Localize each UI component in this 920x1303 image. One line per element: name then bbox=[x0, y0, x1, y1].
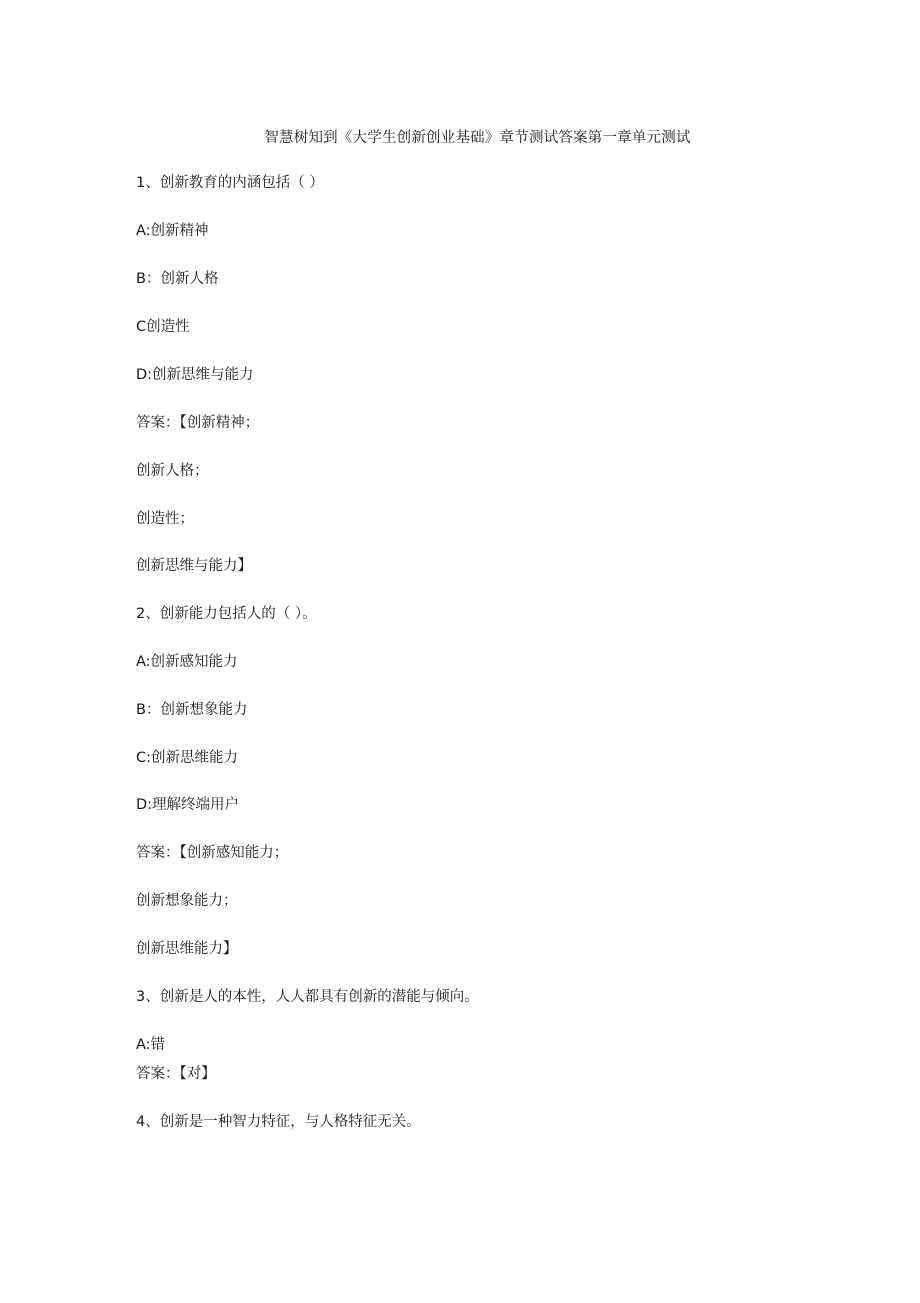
question-1-option-a: A:创新精神 bbox=[136, 223, 209, 239]
question-2-option-c: C:创新思维能力 bbox=[136, 750, 239, 766]
question-1-answer-line: 创新人格； bbox=[136, 463, 209, 479]
question-4: 4、创新是一种智力特征，与人格特征无关。 bbox=[136, 1114, 421, 1130]
question-2-answer: 答案：【创新感知能力； bbox=[136, 845, 289, 861]
question-3-option-a: A:错 bbox=[136, 1037, 166, 1053]
question-2-option-a: A:创新感知能力 bbox=[136, 654, 238, 670]
document-title: 智慧树知到《大学生创新创业基础》章节测试答案第一章单元测试 bbox=[264, 130, 691, 146]
question-2-option-d: D:理解终端用户 bbox=[136, 797, 240, 813]
question-2-answer-line: 创新思维能力】 bbox=[136, 941, 238, 957]
question-1-option-b: B：创新人格 bbox=[136, 271, 219, 287]
question-3-answer: 答案：【对】 bbox=[136, 1066, 216, 1082]
question-1-answer: 答案：【创新精神； bbox=[136, 415, 260, 431]
question-3: 3、创新是人的本性，人人都具有创新的潜能与倾向。 bbox=[136, 989, 479, 1005]
question-2-answer-line: 创新想象能力； bbox=[136, 893, 238, 909]
question-2: 2、创新能力包括人的（ ）。 bbox=[136, 606, 317, 622]
question-1-option-d: D:创新思维与能力 bbox=[136, 367, 254, 383]
question-1-answer-line: 创新思维与能力】 bbox=[136, 558, 252, 574]
question-2-option-b: B：创新想象能力 bbox=[136, 702, 248, 718]
question-1-option-c: C创造性 bbox=[136, 319, 190, 335]
question-1: 1、创新教育的内涵包括（ ） bbox=[136, 175, 324, 191]
question-1-answer-line: 创造性； bbox=[136, 511, 194, 527]
